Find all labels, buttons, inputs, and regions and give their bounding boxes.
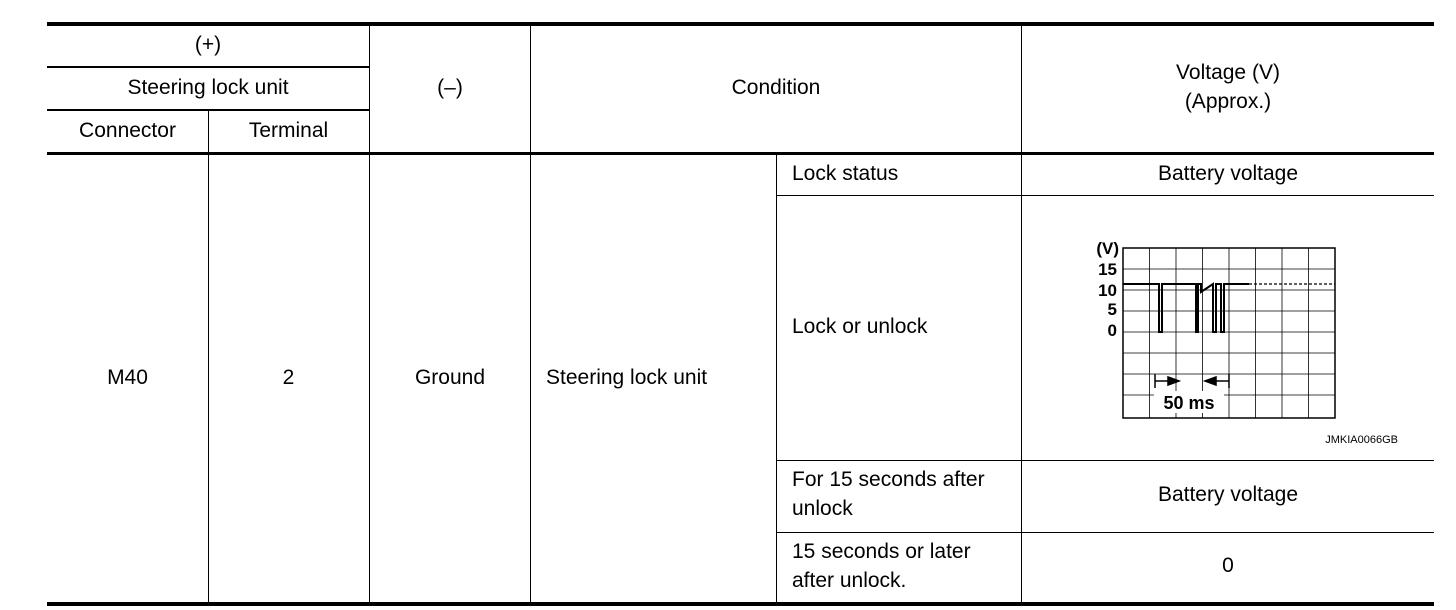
subcondition-lock-status: Lock status xyxy=(792,162,899,185)
waveform-unit-label: (V) xyxy=(1096,239,1119,258)
waveform-figure xyxy=(1080,228,1410,450)
subcondition-15s-later-line1: 15 seconds or later xyxy=(792,540,971,563)
waveform-tick-15: 15 xyxy=(1098,260,1117,279)
voltage-lock-status: Battery voltage xyxy=(1157,162,1299,185)
row-rule-1 xyxy=(776,195,1434,196)
row-rule-2 xyxy=(776,460,1434,461)
header-terminal: Terminal xyxy=(248,119,329,142)
cell-terminal: 2 xyxy=(282,366,295,389)
col-divider-connector xyxy=(208,110,209,603)
voltage-15s-later: 0 xyxy=(1222,554,1234,577)
subcondition-15s-after-line2: unlock xyxy=(792,497,853,520)
header-condition: Condition xyxy=(731,76,821,99)
subcondition-lock-or-unlock: Lock or unlock xyxy=(792,315,928,338)
waveform-tick-0: 0 xyxy=(1107,321,1117,340)
cell-connector: M40 xyxy=(107,366,148,389)
waveform-trace xyxy=(1123,284,1249,332)
waveform-tick-5: 5 xyxy=(1107,300,1117,319)
col-divider-subcondition xyxy=(776,153,777,603)
cell-condition: Steering lock unit xyxy=(546,366,708,389)
col-divider-minus xyxy=(530,24,531,603)
table-bottom-rule xyxy=(47,602,1434,606)
header-voltage: Voltage (V) xyxy=(1176,61,1280,84)
col-divider-plus xyxy=(369,24,370,603)
cell-minus: Ground xyxy=(414,366,486,389)
header-minus: (–) xyxy=(437,76,463,99)
subcondition-15s-after-line1: For 15 seconds after xyxy=(792,468,985,491)
header-bottom-rule xyxy=(47,152,1434,155)
row-rule-3 xyxy=(776,532,1434,533)
waveform-figure-id: JMKIA0066GB xyxy=(1325,434,1398,446)
table-top-rule xyxy=(47,22,1434,26)
waveform-time-label: 50 ms xyxy=(1163,393,1215,413)
subcondition-15s-later-line2: after unlock. xyxy=(792,569,907,592)
header-rule-1 xyxy=(47,66,369,68)
waveform-time-marker xyxy=(1155,374,1229,388)
waveform-tick-10: 10 xyxy=(1098,281,1117,300)
voltage-15s-after: Battery voltage xyxy=(1157,483,1299,506)
header-voltage-approx: (Approx.) xyxy=(1184,90,1272,113)
header-unit: Steering lock unit xyxy=(127,76,289,99)
header-plus: (+) xyxy=(194,33,222,56)
header-connector: Connector xyxy=(79,119,176,142)
